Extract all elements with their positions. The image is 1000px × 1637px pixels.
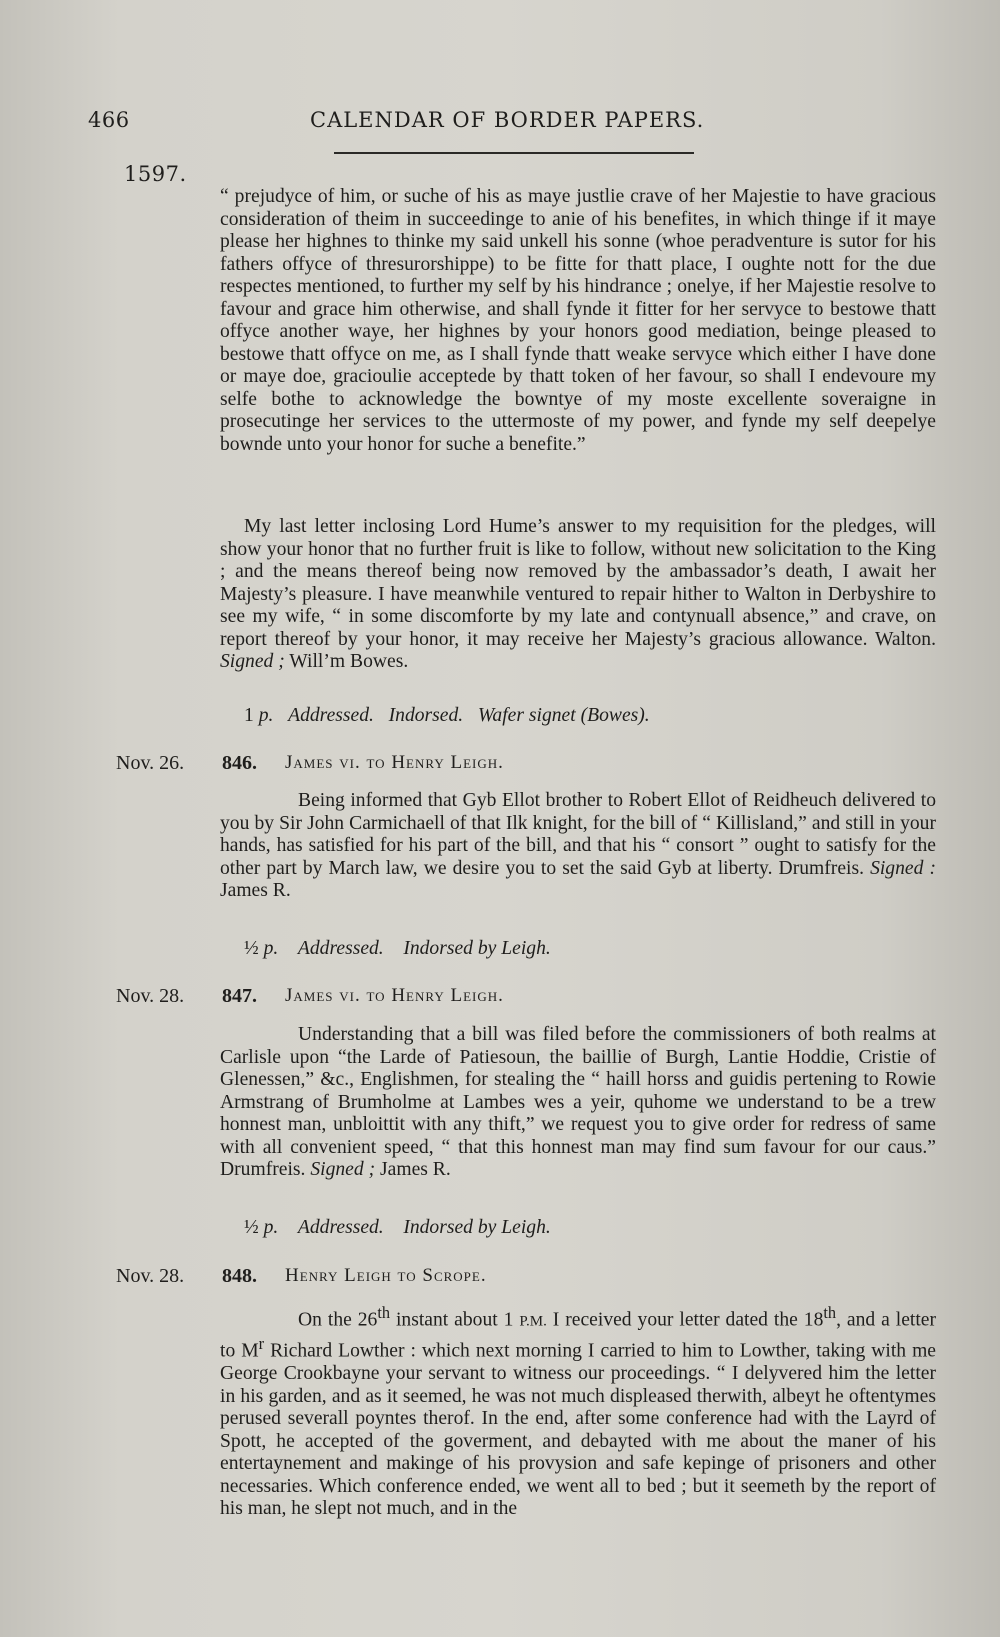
entry-text-body: Understanding that a bill was filed before the commissioners of both realms at Carlisle upon “the Larde of Patiesoun, the baillie of Burgh, Lantie Hoddie, Cristie of Glenessen,” &c., Englishmen, for stealing the “ haill horss and guidis pertening to Rowie Armstrang of Brumholme at Lambes wes a yeir, quhome we understand to be a trew honnest man, unbloittit with any thift,” we request you to give order for redress of same with all convenient speed, “ that this honnest man may find sum favour for our caus.” Drumfreis. — [220, 1024, 936, 1180]
note-wafer: Wafer signet — [477, 705, 576, 726]
signed-name: James R. — [220, 880, 291, 901]
entry-date: Nov. 28. — [116, 1265, 185, 1287]
entry-text — [220, 790, 936, 903]
signed-label: Signed ; — [220, 651, 285, 672]
entry-number: 847. — [222, 985, 257, 1007]
letter-paragraph — [220, 516, 936, 674]
year-marginal: 1597. — [124, 162, 187, 186]
header-rule — [334, 152, 694, 154]
signed-label: Signed : — [870, 857, 936, 879]
entry-number: 846. — [222, 752, 257, 774]
entry-number: 848. — [222, 1265, 257, 1287]
signed-name: James R. — [375, 1159, 451, 1180]
note-p: p. — [258, 705, 274, 726]
note-indorsed: Indorsed by Leigh. — [403, 938, 551, 959]
quoted-letter-text: “ prejudyce of him, or suche of his as maye justlie crave of her Majestie to have gracious consideration of theim in succeedinge to anie of his benefites, in which thinge if it maye please her highnes to thinke my said unkell his sonne (whoe peradventure is sutor for his fathers offyce of thresurorshippe) to be fitte for thatt place, I oughte nott for the due respectes mentioned, to further my self by his hindrance ; onelye, if her Majestie resolve to favour and grace him otherwise, and shall fynde it fitter for her servyce to bestowe thatt offyce another waye, her highnes by your honors good mediation, beinge pleased to bestowe thatt offyce on me, as I shall fynde thatt weake servyce which either I have done or maye doe, gracioulie acceptede by thatt token of her favour, so shall I endevoure my selfe bothe to acknowledge the bowntye of my moste excellente soveraigne in prosecutinge her services to the uttermoste of my power, and fynde my self deepelye bownde unto your honor for suche a benefite.” — [220, 186, 936, 455]
document-note — [244, 1217, 551, 1240]
note-addressed: Addressed. — [288, 705, 374, 726]
superscript: th — [377, 1303, 391, 1322]
note-indorsed: Indorsed. — [388, 705, 464, 726]
entry-text-part: On the 26 — [298, 1309, 378, 1331]
note-size: ½ — [244, 938, 259, 959]
signed-label: Signed ; — [310, 1159, 376, 1180]
entry-text-body: Being informed that Gyb Ellot brother to Robert Ellot of Reidheuch delivered to you by Sir John Carmichaell of that Ilk knight, for the bill of “ Killisland,” and still in your hands, has satisfied for his part of the bill, and that his “ consort ” ought to satisfy for the other part by March law, we desire you to set the said Gyb at liberty. Drumfreis. — [220, 790, 936, 879]
document-note — [244, 705, 650, 728]
note-size: ½ — [244, 1217, 259, 1238]
entry-date: Nov. 26. — [116, 752, 185, 774]
entry-text-part: Richard Lowther : which next morning I carried to him to Lowther, taking with me George Crookbayne your servant to witness our proceedings. “ I delyvered him the letter in his garden, and as it seemed, he was not much displeased therwith, albeyt he oftentymes perused severall poyntes therof. In the end, after some conference had with the Layrd of Spott, he accepted of the goverment, and debayted with me about the maner of his entertaynement and makinge of his provysion and safe kepinge of prisoners and other necessaries. Which conference ended, we went all to bed ; but it seemeth by the report of his man, he slept not much, and in the — [220, 1340, 937, 1520]
running-head — [88, 108, 728, 140]
running-title: CALENDAR OF BORDER PAPERS. — [310, 108, 705, 132]
note-addressed: Addressed. — [297, 1217, 384, 1238]
entry-heading: Henry Leigh to Scrope. — [285, 1265, 487, 1286]
entry-text — [220, 1302, 936, 1521]
note-size: 1 — [244, 705, 254, 726]
time-abbrev: P.M. — [519, 1313, 547, 1330]
superscript: th — [823, 1303, 837, 1322]
entry-date: Nov. 28. — [116, 985, 185, 1007]
signed-name: Will’m Bowes. — [284, 651, 409, 672]
note-indorsed: Indorsed by Leigh. — [403, 1217, 551, 1238]
note-p: p. — [263, 938, 279, 959]
note-p: p. — [263, 1217, 279, 1238]
note-wafer-name: (Bowes). — [580, 705, 650, 726]
document-note — [244, 938, 551, 961]
entry-text-part: , and a letter to M — [220, 1309, 936, 1362]
note-addressed: Addressed. — [297, 938, 384, 959]
letter-paragraph-text: My last letter inclosing Lord Hume’s answer to my requisition for the pledges, will show your honor that no further fruit is like to follow, without new solicitation to the King ; and the means thereof being now removed by the ambassador’s death, I await her Majesty’s pleasure. I have meanwhile ventured to repair hither to Walton in Derbyshire to see my wife, “ in some discomforte by my late and contynuall absence,” and crave, on report thereof by your honor, it may receive her Majesty’s gracious allowance. Walton. — [220, 516, 936, 650]
entry-text-part: I received your letter dated the 18 — [546, 1309, 824, 1331]
entry-text-part: instant about 1 — [390, 1309, 520, 1331]
superscript: r — [258, 1334, 265, 1354]
entry-heading: James vi. to Henry Leigh. — [285, 985, 504, 1006]
entry-text — [220, 1024, 936, 1182]
entry-heading: James vi. to Henry Leigh. — [285, 752, 504, 773]
page-number: 466 — [88, 108, 130, 132]
